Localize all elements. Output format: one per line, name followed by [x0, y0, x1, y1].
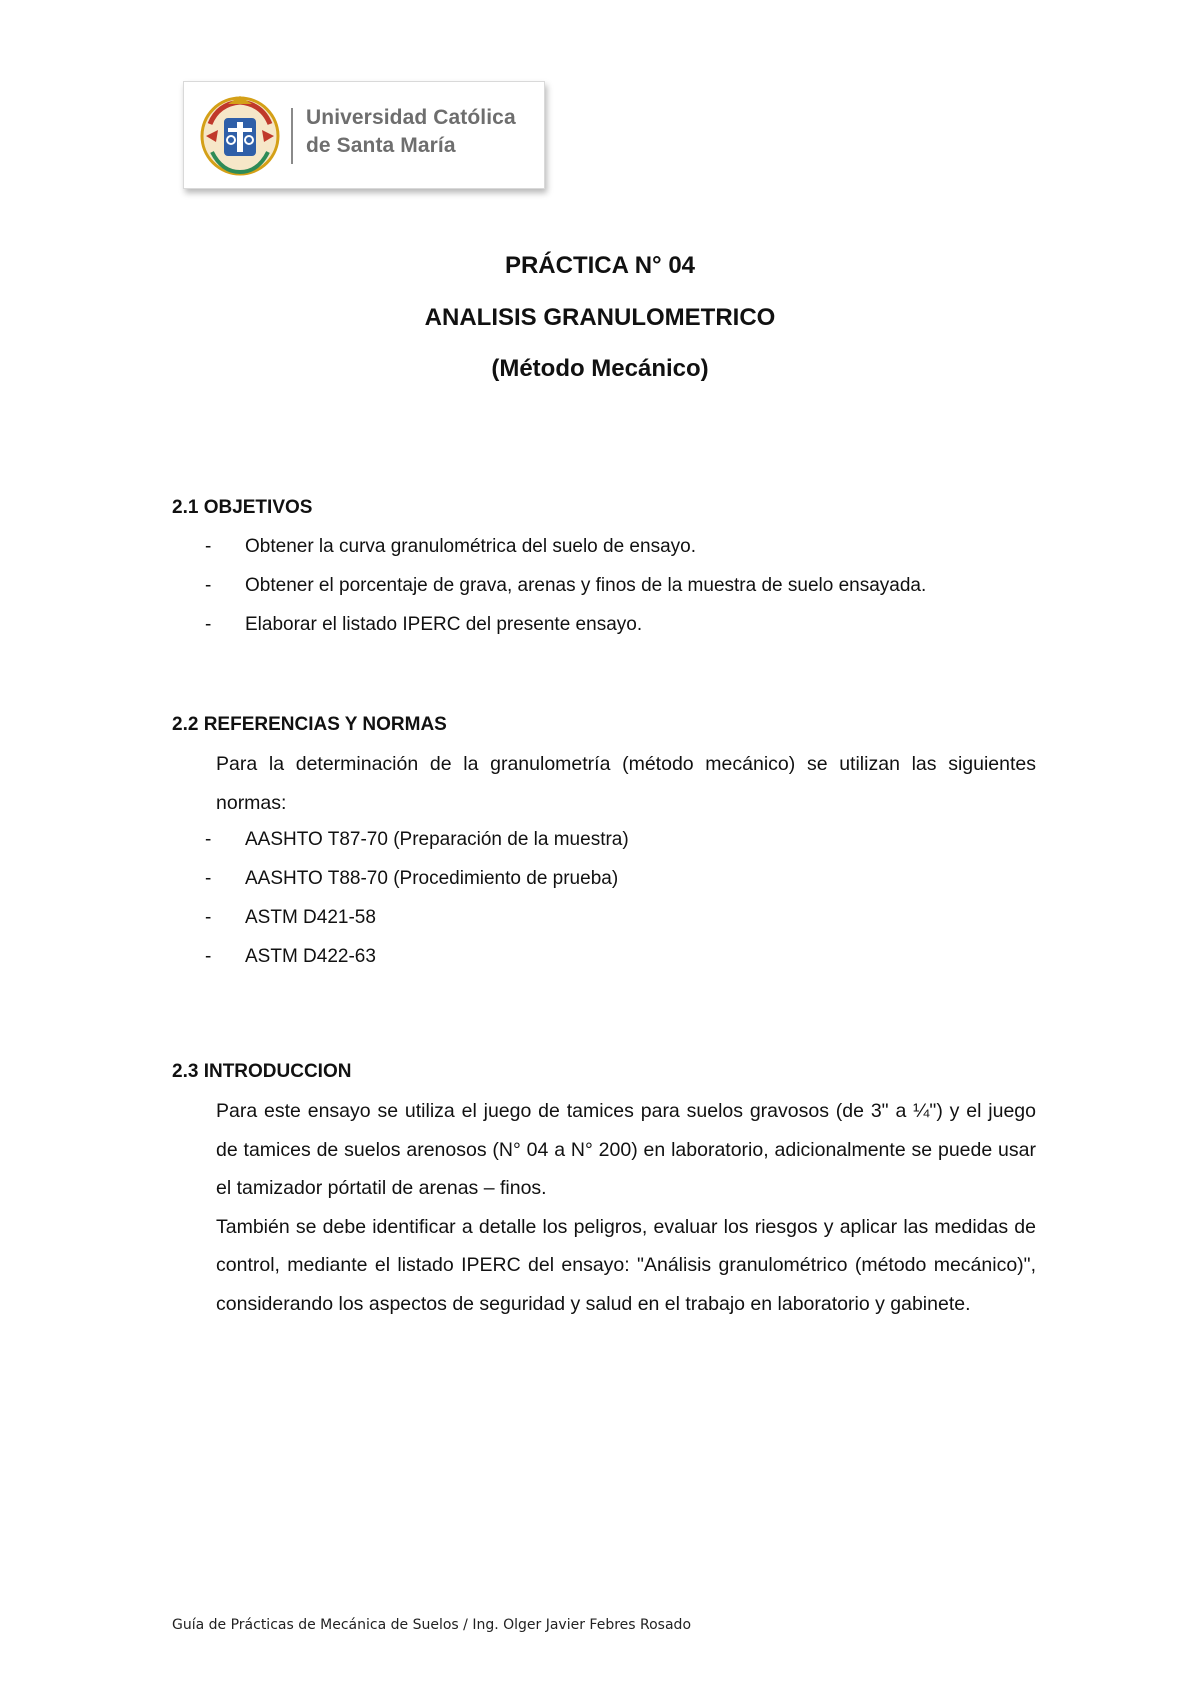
introduccion-body [216, 1092, 1036, 1323]
list-item [205, 868, 618, 890]
list-item-text: Elaborar el listado IPERC del presente ensayo. [245, 614, 643, 635]
section-heading-referencias: 2.2 REFERENCIAS Y NORMAS [172, 714, 447, 735]
list-item-text: AASHTO T87-70 (Preparación de la muestra) [245, 829, 629, 850]
logo-line-2: de Santa María [306, 134, 456, 157]
bullet-dash: - [205, 946, 212, 967]
logo-line-1: Universidad Católica [306, 106, 516, 129]
paragraph: Para este ensayo se utiliza el juego de tamices para suelos gravosos (de 3" a ¼") y el juego de tamices de suelos arenosos (N° 04 a N° 200) en laboratorio, adicionalmente se puede usar el tamizador pórtatil de arenas – finos. [216, 1100, 1036, 1199]
bullet-dash: - [205, 907, 212, 928]
bullet-dash: - [205, 868, 212, 889]
section-heading-introduccion: 2.3 INTRODUCCION [172, 1061, 352, 1082]
logo-divider [291, 108, 293, 164]
list-item-text: ASTM D421-58 [245, 907, 376, 928]
practice-method: (Método Mecánico) [491, 355, 709, 382]
list-item-text: Obtener la curva granulométrica del suelo de ensayo. [245, 536, 696, 557]
page-footer: Guía de Prácticas de Mecánica de Suelos / Ing. Olger Javier Febres Rosado [172, 1617, 692, 1633]
list-item [205, 907, 376, 929]
referencias-intro [216, 745, 1036, 822]
practice-subtitle: ANALISIS GRANULOMETRICO [424, 304, 776, 331]
list-item-text: ASTM D422-63 [245, 946, 376, 967]
practice-title: PRÁCTICA N° 04 [504, 252, 696, 279]
list-item [205, 946, 376, 968]
bullet-dash: - [205, 575, 212, 596]
bullet-dash: - [205, 829, 212, 850]
university-seal-icon [198, 94, 282, 178]
bullet-dash: - [205, 614, 212, 635]
list-item-text: AASHTO T88-70 (Procedimiento de prueba) [245, 868, 619, 889]
list-item [205, 614, 642, 636]
list-item [205, 829, 629, 851]
list-item-text: Obtener el porcentaje de grava, arenas y finos de la muestra de suelo ensayada. [245, 575, 927, 596]
logo-wordmark [306, 104, 516, 160]
university-logo [183, 81, 545, 189]
list-item [205, 536, 696, 558]
list-item [205, 575, 926, 597]
paragraph: También se debe identificar a detalle los peligros, evaluar los riesgos y aplicar las medidas de control, mediante el listado IPERC del ensayo: "Análisis granulométrico (método mecánico)", considerando los aspectos de seguridad y salud en el trabajo en laboratorio y gabinete. [216, 1215, 1036, 1315]
paragraph: Para la determinación de la granulometría (método mecánico) se utilizan las siguientes normas: [216, 753, 1036, 814]
section-heading-objetivos: 2.1 OBJETIVOS [172, 497, 313, 518]
bullet-dash: - [205, 536, 212, 557]
